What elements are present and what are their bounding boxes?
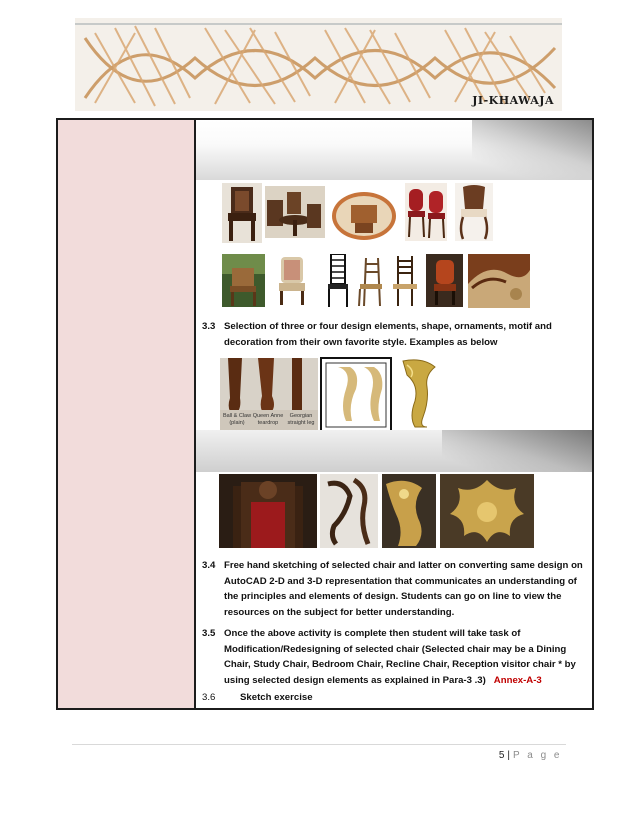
gilded-ornament-photo [382, 474, 436, 548]
caption-line: (plain) [229, 420, 245, 426]
carved-chair-back-photo [219, 474, 317, 548]
section-text: Selection of three or four design elements, shape, ornaments, motif and decoration from their own favorite style. Examples as below [224, 321, 552, 348]
section-number: 3.6 [202, 692, 216, 703]
annex-link[interactable]: Annex-A-3 [493, 674, 542, 686]
section-text [224, 626, 588, 688]
leg-diagram-photo [320, 357, 392, 433]
section-3-6 [202, 690, 588, 706]
brand-name: JI-KHAWAJA [472, 94, 554, 107]
oval-framed-room-photo [331, 191, 397, 241]
tall-ladder-chair-photo [389, 254, 421, 308]
cabriole-legs-photo [320, 474, 378, 548]
gray-gradient-band [196, 120, 592, 180]
section-text: Sketch exercise [240, 692, 313, 703]
ladder-back-black-chair-photo [323, 254, 353, 308]
dark-room-chair-photo [426, 254, 463, 307]
carved-armchair-photo [222, 183, 262, 243]
section-number: 3.4 [202, 560, 216, 571]
caption-line: teardrop [257, 420, 279, 426]
footer-separator: | [507, 750, 510, 761]
gray-gradient-band [196, 430, 592, 472]
section-number: 3.3 [202, 321, 216, 332]
leg-caption-queen-anne [252, 413, 284, 427]
red-chairs-photo [405, 183, 447, 241]
dining-set-photo [265, 186, 325, 238]
page-label: P a g e [512, 750, 562, 761]
section-number: 3.5 [202, 628, 216, 639]
section-text-body: Once the above activity is complete then student will take task of Modification/Redesigning of selected chair (Selected chair may be a Dining Chair, Study Chair, Bedroom Chair, Recline Chair, Reception visitor chair * by using selected design elements as explained in Para-3 .3) [224, 628, 576, 686]
section-3-3 [202, 319, 588, 350]
caption-line: Queen Anne [252, 413, 284, 419]
footer-divider [72, 744, 566, 745]
gilded-leg-photo [397, 357, 441, 429]
chair-legs-comparison-photo [220, 358, 318, 432]
upholstered-chair-photo [271, 255, 313, 307]
section-3-5 [202, 626, 588, 688]
page-number: 5 [498, 750, 505, 761]
section-3-4 [202, 558, 588, 620]
leg-caption-ball-claw [222, 413, 252, 427]
header-banner [75, 18, 562, 111]
leg-caption-georgian [284, 413, 318, 427]
caption-line: Ball & Claw [222, 413, 252, 419]
rococo-ornament-photo [440, 474, 534, 548]
caption-line: straight leg [287, 420, 315, 426]
caption-line: Georgian [289, 413, 313, 419]
carved-sofa-detail-photo [468, 254, 530, 308]
garden-chair-photo [222, 254, 265, 307]
page-footer [499, 750, 562, 761]
section-text: Free hand sketching of selected chair and latter on converting same design on AutoCAD 2-D and 3-D representation that communicates an understanding of the principles and elements of design. Students can go on line to view the resources on the subject for better understanding. [224, 560, 583, 618]
rush-seat-chair-photo [356, 256, 386, 308]
queen-anne-chair-photo [455, 183, 493, 241]
